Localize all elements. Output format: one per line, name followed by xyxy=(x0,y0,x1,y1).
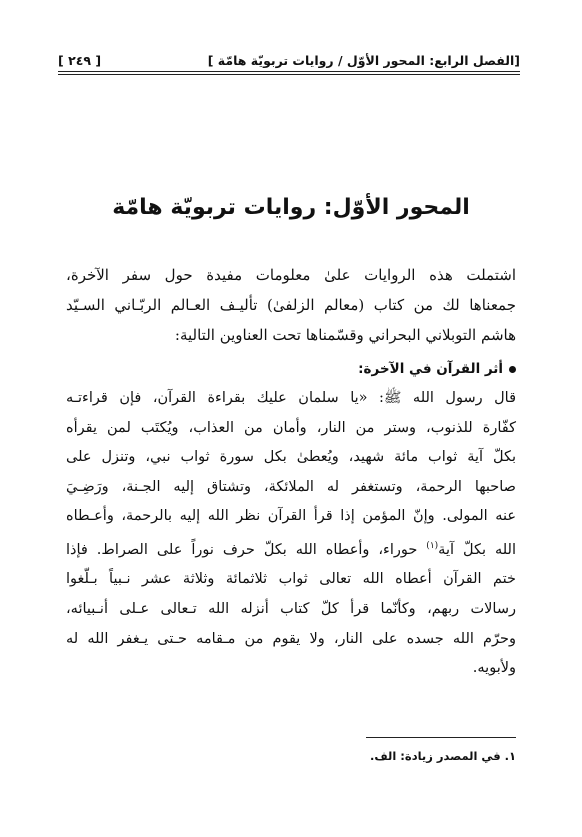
footnote: ١. في المصدر زيادة: الف. xyxy=(369,749,516,763)
section-quran-hereafter xyxy=(66,358,516,684)
body-line: ولأبويه. xyxy=(472,660,516,677)
body-line-prefix: الله بكلّ آية xyxy=(438,541,516,558)
body-line: كفّارة للذنوب، وستر من النار، وأمان من العذاب، ويُكتَب لمن يقرأه xyxy=(66,419,516,436)
footnote-rule xyxy=(366,737,516,738)
footnote-marker: (١) xyxy=(426,540,439,551)
header-rule xyxy=(58,71,520,72)
intro-paragraph xyxy=(66,260,516,350)
intro-line: هاشم التوبلاني البحراني وقسّمناها تحت العناوين التالية: xyxy=(174,326,516,344)
running-header-title: [الفصل الرابع: المحور الأوّل / روايات تربويّة هامّة ] xyxy=(207,53,520,68)
body-line: قال رسول الله ﷺ: «يا سلمان عليك بقراءة القرآن، فإن قراءتـه xyxy=(66,390,516,406)
body-line: بكلّ آية ثواب مائة شهيد، ويُعطىٰ بكل سورة ثواب نبي، وتنزل على xyxy=(66,449,516,466)
chapter-title: المحور الأوّل: روايات تربويّة هامّة xyxy=(112,195,470,220)
section-heading-text: أثر القرآن في الآخرة: xyxy=(358,361,503,377)
header-rule-thin xyxy=(58,74,520,75)
body-line-with-footnote xyxy=(66,532,516,565)
section-heading xyxy=(66,358,516,380)
intro-line: اشتملت هذه الروايات علىٰ معلومات مفيدة حول سفر الآخرة، xyxy=(66,266,516,284)
body-line: عنه المولى. وإنّ المؤمن إذا قرأ القرآن نظر الله إليه بالرحمة، وأعـطاه xyxy=(66,508,516,525)
running-header xyxy=(58,44,520,68)
bullet-icon xyxy=(509,366,516,373)
body-line: صاحبها الرحمة، وتستغفر له الملائكة، وتشتاق إليه الجـنة، ورَضِـيَ xyxy=(66,478,516,495)
body-line-rest: حوراء، وأعطاه الله بكلّ حرف نوراً على الصراط. فإذا xyxy=(66,541,418,558)
body-line: ختم القرآن أعطاه الله تعالى ثواب ثلاثمائة وثلاثة عشر نـبياً بـلّغوا xyxy=(66,571,516,588)
intro-line: جمعناها لك من كتاب (معالم الزلفىٰ) تأليـف العـالم الربّـاني السـيّد xyxy=(66,296,516,314)
body-line: رسالات ربهم، وكأنّما قرأ كلّ كتاب أنزله الله تـعالى عـلى أنـبيائه، xyxy=(66,600,516,617)
page-number: [ ٢٤٩ ] xyxy=(58,53,102,68)
body-line: وحرّم الله جسده على النار، ولا يقوم من مـقامه حـتى يـغفر الله له xyxy=(66,630,516,647)
section-body xyxy=(66,384,516,684)
